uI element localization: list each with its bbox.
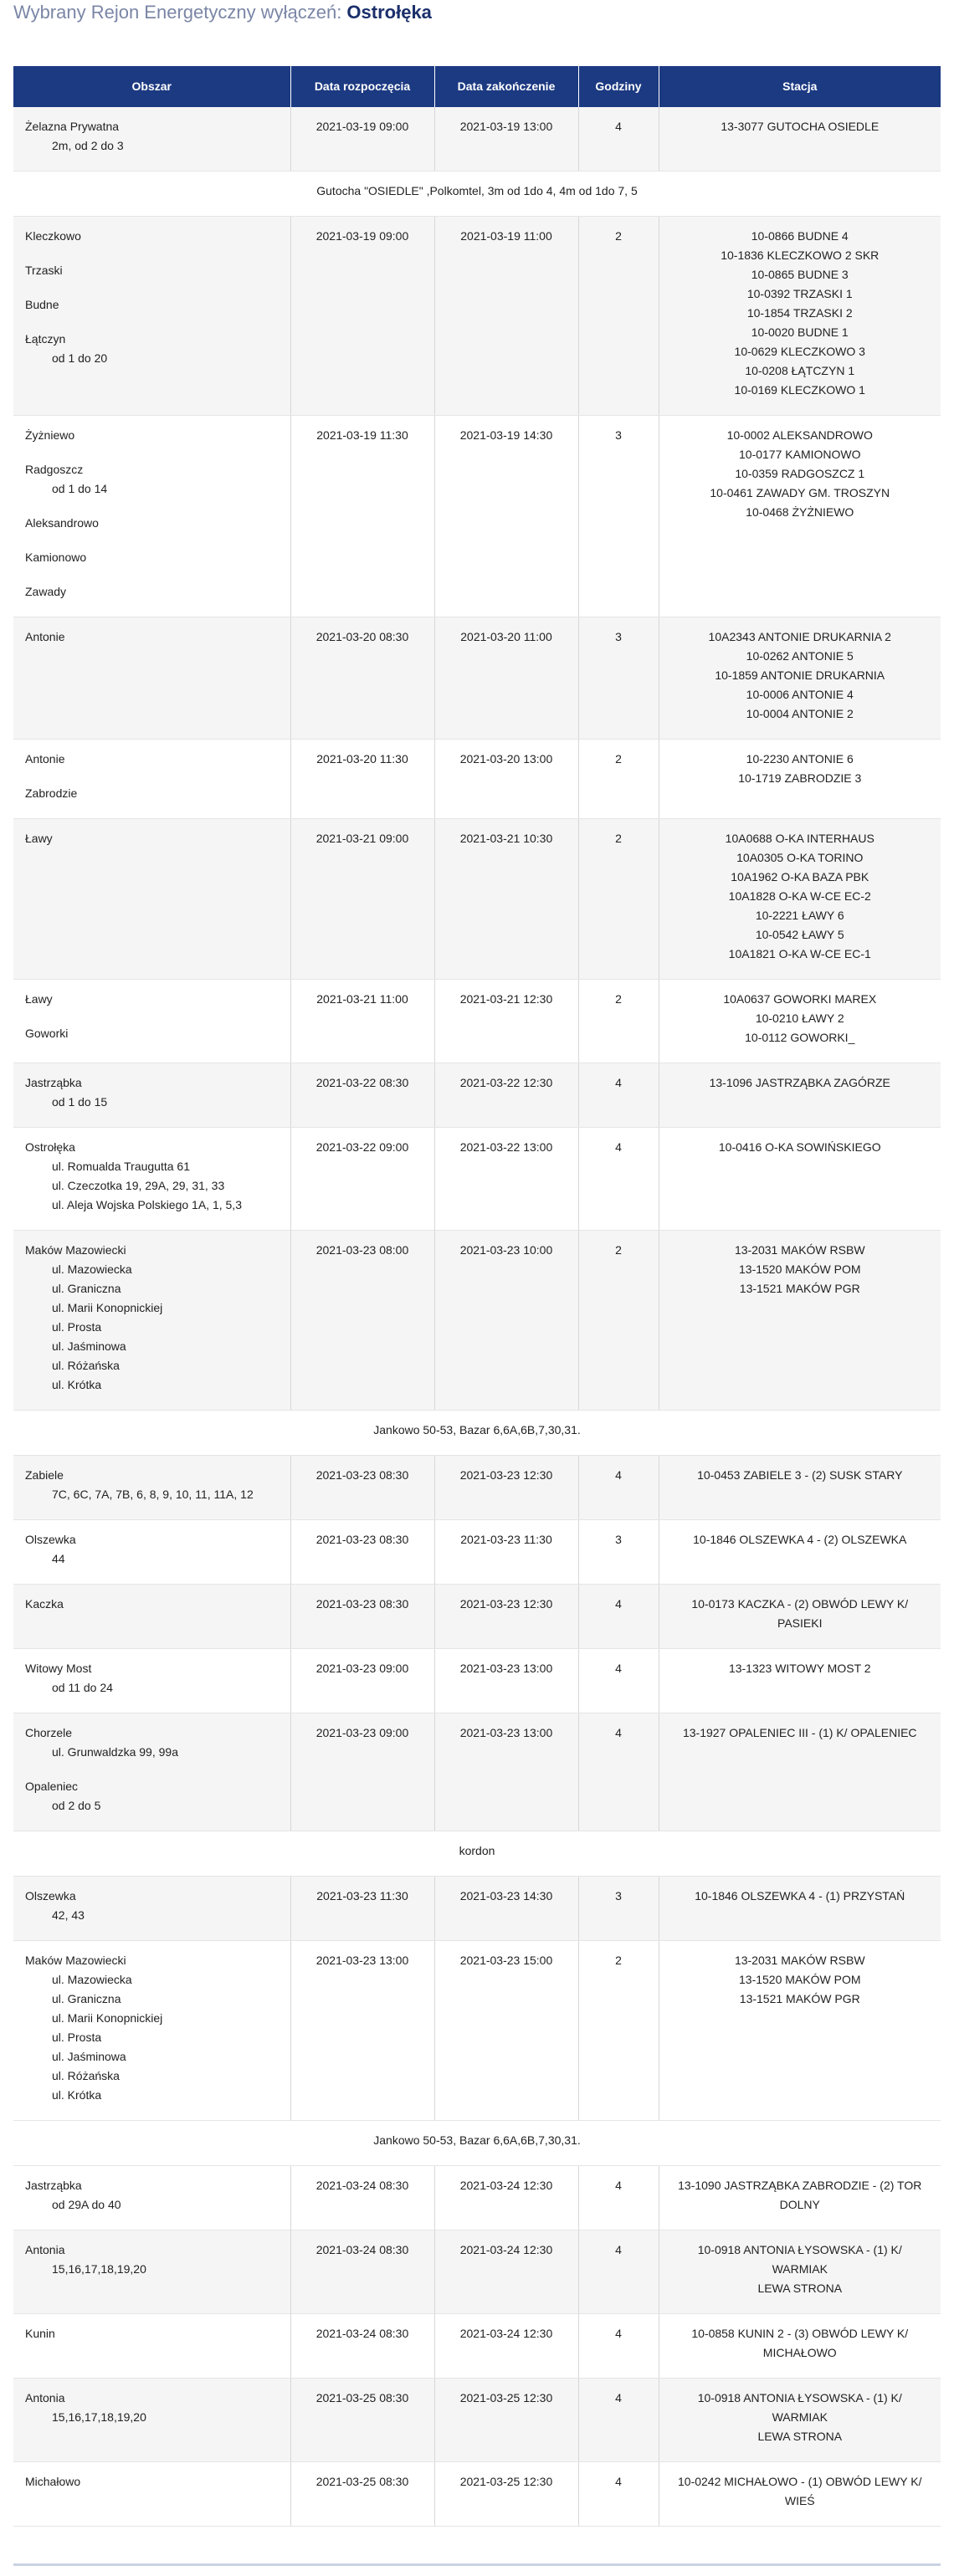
table-row <box>13 1877 941 1941</box>
area-line: ul. Prosta <box>52 1320 102 1334</box>
end-date-cell: 2021-03-25 12:30 <box>434 2462 578 2527</box>
table-row <box>13 1713 941 1831</box>
area-cell <box>13 1585 290 1649</box>
station-line: 10A1962 O-KA BAZA PBK <box>731 870 869 883</box>
area-line: ul. Krótka <box>52 2088 102 2102</box>
station-line: 10A1828 O-KA W-CE EC-2 <box>728 889 871 903</box>
area-line: Żelazna Prywatna <box>25 120 120 133</box>
station-line: 13-1521 MAKÓW PGR <box>739 1282 860 1295</box>
area-line: Goworki <box>25 1027 69 1040</box>
outage-table <box>13 66 941 2527</box>
station-line: 10-0359 RADGOSZCZ 1 <box>735 467 865 480</box>
station-line: 10-0866 BUDNE 4 <box>751 229 849 243</box>
hours-cell: 4 <box>578 2166 659 2230</box>
end-date-cell: 2021-03-23 12:30 <box>434 1456 578 1520</box>
station-line: 10-1854 TRZASKI 2 <box>746 306 853 320</box>
end-date-cell: 2021-03-21 10:30 <box>434 819 578 980</box>
area-line: ul. Mazowiecka <box>52 1973 132 1986</box>
area-line: ul. Prosta <box>52 2031 102 2044</box>
start-date-cell: 2021-03-23 09:00 <box>290 1713 434 1831</box>
start-date-cell: 2021-03-23 09:00 <box>290 1649 434 1713</box>
table-row <box>13 416 941 617</box>
station-line: 10-0392 TRZASKI 1 <box>746 287 853 300</box>
area-line: Antonie <box>25 630 65 643</box>
end-date-cell: 2021-03-19 13:00 <box>434 107 578 172</box>
station-cell <box>659 740 941 819</box>
table-row <box>13 1231 941 1411</box>
station-line: 10-0416 O-KA SOWIŃSKIEGO <box>718 1140 881 1154</box>
table-row <box>13 1520 941 1585</box>
area-line: ul. Jaśminowa <box>52 1339 126 1353</box>
area-line: Żyżniewo <box>25 428 75 442</box>
station-line: 10A0688 O-KA INTERHAUS <box>725 832 874 845</box>
start-date-cell: 2021-03-19 11:30 <box>290 416 434 617</box>
area-cell <box>13 416 290 617</box>
station-line: 13-1521 MAKÓW PGR <box>739 1992 860 2005</box>
area-line: od 29A do 40 <box>52 2198 121 2211</box>
station-cell <box>659 1456 941 1520</box>
hours-cell: 4 <box>578 107 659 172</box>
station-line: 10-0629 KLECZKOWO 3 <box>734 345 865 358</box>
table-row <box>13 819 941 980</box>
station-line: 13-1323 WITOWY MOST 2 <box>728 1662 871 1675</box>
area-cell <box>13 2379 290 2462</box>
area-line: ul. Marii Konopnickiej <box>52 1301 163 1314</box>
area-line: Jastrząbka <box>25 1076 82 1089</box>
end-date-cell: 2021-03-23 14:30 <box>434 1877 578 1941</box>
area-line: Antonia <box>25 2391 65 2404</box>
area-line: Ławy <box>25 832 53 845</box>
area-line: od 11 do 24 <box>52 1681 113 1694</box>
area-line: Maków Mazowiecki <box>25 1954 126 1967</box>
area-cell <box>13 1128 290 1231</box>
column-header-end: Data zakończenie <box>434 66 578 107</box>
station-line: 10-0006 ANTONIE 4 <box>746 688 854 701</box>
area-line: Ławy <box>25 992 53 1006</box>
station-line: 10-0858 KUNIN 2 - (3) OBWÓD LEWY K/ <box>691 2327 909 2340</box>
area-line: ul. Romualda Traugutta 61 <box>52 1160 190 1173</box>
column-header-station: Stacja <box>659 66 941 107</box>
area-line: od 2 do 5 <box>52 1799 101 1812</box>
station-line: 10-2221 ŁAWY 6 <box>755 909 844 922</box>
end-date-cell: 2021-03-20 11:00 <box>434 617 578 740</box>
area-line: Opaleniec <box>25 1780 79 1793</box>
end-date-cell: 2021-03-25 12:30 <box>434 2379 578 2462</box>
hours-cell: 2 <box>578 740 659 819</box>
station-line: 10A1821 O-KA W-CE EC-1 <box>728 947 871 960</box>
table-row <box>13 107 941 172</box>
hours-cell: 4 <box>578 1063 659 1128</box>
note-cell: kordon <box>13 1831 941 1877</box>
area-cell <box>13 2462 290 2527</box>
station-line: 10-0242 MICHAŁOWO - (1) OBWÓD LEWY K/ <box>678 2475 922 2488</box>
area-line: 2m, od 2 do 3 <box>52 139 124 152</box>
station-line: 13-1520 MAKÓW POM <box>739 1262 861 1276</box>
note-cell: Gutocha "OSIEDLE" ,Polkomtel, 3m od 1do 4, 4m od 1do 7, 5 <box>13 172 941 217</box>
station-line: 10-2230 ANTONIE 6 <box>746 752 854 766</box>
table-row <box>13 1456 941 1520</box>
station-line: 10-0461 ZAWADY GM. TROSZYN <box>710 486 890 499</box>
station-line: 13-2031 MAKÓW RSBW <box>734 1954 865 1967</box>
area-cell <box>13 1649 290 1713</box>
table-row <box>13 1585 941 1649</box>
column-header-area: Obszar <box>13 66 290 107</box>
station-line: 13-2031 MAKÓW RSBW <box>734 1243 865 1257</box>
station-cell <box>659 2462 941 2527</box>
start-date-cell: 2021-03-21 09:00 <box>290 819 434 980</box>
note-row <box>13 2121 941 2166</box>
station-line: 10-0468 ŻYŻNIEWO <box>746 505 854 519</box>
area-line: od 1 do 15 <box>52 1095 108 1109</box>
hours-cell: 2 <box>578 980 659 1063</box>
area-cell <box>13 1877 290 1941</box>
end-date-cell: 2021-03-19 14:30 <box>434 416 578 617</box>
table-row <box>13 2379 941 2462</box>
area-cell <box>13 740 290 819</box>
table-row <box>13 740 941 819</box>
area-cell <box>13 980 290 1063</box>
hours-cell: 4 <box>578 1713 659 1831</box>
station-line: 13-1520 MAKÓW POM <box>739 1973 861 1986</box>
station-cell <box>659 1231 941 1411</box>
area-line: Ostrołęka <box>25 1140 75 1154</box>
area-cell <box>13 819 290 980</box>
area-line: Witowy Most <box>25 1662 92 1675</box>
station-line: 10-0262 ANTONIE 5 <box>746 649 854 663</box>
area-line: Antonia <box>25 2243 65 2256</box>
area-line: Łątczyn <box>25 332 66 346</box>
station-cell <box>659 416 941 617</box>
table-row <box>13 1941 941 2121</box>
station-cell <box>659 819 941 980</box>
start-date-cell: 2021-03-23 11:30 <box>290 1877 434 1941</box>
station-line: 10A0637 GOWORKI MAREX <box>723 992 877 1006</box>
start-date-cell: 2021-03-19 09:00 <box>290 107 434 172</box>
page-title <box>0 0 954 40</box>
station-cell <box>659 1063 941 1128</box>
start-date-cell: 2021-03-20 11:30 <box>290 740 434 819</box>
station-line: 10-0865 BUDNE 3 <box>751 268 849 281</box>
column-header-hours: Godziny <box>578 66 659 107</box>
end-date-cell: 2021-03-24 12:30 <box>434 2230 578 2314</box>
hours-cell: 4 <box>578 1649 659 1713</box>
station-line: LEWA STRONA <box>757 2430 843 2443</box>
area-line: 44 <box>52 1552 65 1565</box>
table-row <box>13 2314 941 2379</box>
hours-cell: 4 <box>578 2314 659 2379</box>
area-cell <box>13 1520 290 1585</box>
area-cell <box>13 217 290 416</box>
hours-cell: 4 <box>578 1456 659 1520</box>
station-cell <box>659 980 941 1063</box>
area-cell <box>13 2166 290 2230</box>
area-line: Michałowo <box>25 2475 81 2488</box>
table-bottom-border <box>13 2563 941 2566</box>
end-date-cell: 2021-03-23 11:30 <box>434 1520 578 1585</box>
station-line: DOLNY <box>779 2198 820 2211</box>
end-date-cell: 2021-03-22 13:00 <box>434 1128 578 1231</box>
station-line: MICHAŁOWO <box>762 2346 837 2359</box>
start-date-cell: 2021-03-19 09:00 <box>290 217 434 416</box>
hours-cell: 2 <box>578 819 659 980</box>
station-cell <box>659 617 941 740</box>
end-date-cell: 2021-03-23 13:00 <box>434 1713 578 1831</box>
area-line: Chorzele <box>25 1726 73 1739</box>
station-line: 13-3077 GUTOCHA OSIEDLE <box>721 120 880 133</box>
note-row <box>13 1411 941 1456</box>
station-line: 10-0208 ŁĄTCZYN 1 <box>745 364 855 377</box>
end-date-cell: 2021-03-22 12:30 <box>434 1063 578 1128</box>
area-line: Zabiele <box>25 1468 64 1482</box>
table-row <box>13 2166 941 2230</box>
start-date-cell: 2021-03-23 08:30 <box>290 1456 434 1520</box>
area-line: ul. Graniczna <box>52 1992 121 2005</box>
hours-cell: 3 <box>578 1520 659 1585</box>
station-line: 10-0918 ANTONIA ŁYSOWSKA - (1) K/ WARMIAK <box>697 2243 902 2276</box>
table-row <box>13 980 941 1063</box>
area-line: ul. Aleja Wojska Polskiego 1A, 1, 5,3 <box>52 1198 242 1211</box>
table-row <box>13 2230 941 2314</box>
table-row <box>13 1128 941 1231</box>
area-line: ul. Różańska <box>52 2069 120 2082</box>
area-line: Budne <box>25 298 59 311</box>
area-cell <box>13 617 290 740</box>
station-line: 10A0305 O-KA TORINO <box>736 851 864 864</box>
hours-cell: 4 <box>578 2462 659 2527</box>
area-line: Kamionowo <box>25 551 87 564</box>
table-row <box>13 1063 941 1128</box>
station-line: 10-1859 ANTONIE DRUKARNIA <box>715 668 885 682</box>
station-line: 10-1719 ZABRODZIE 3 <box>738 771 862 785</box>
station-cell <box>659 2314 941 2379</box>
end-date-cell: 2021-03-21 12:30 <box>434 980 578 1063</box>
hours-cell: 3 <box>578 617 659 740</box>
table-row <box>13 1649 941 1713</box>
area-line: Aleksandrowo <box>25 516 99 530</box>
station-cell <box>659 1128 941 1231</box>
area-line: Zawady <box>25 585 67 598</box>
station-cell <box>659 1941 941 2121</box>
note-row <box>13 172 941 217</box>
station-line: 13-1096 JASTRZĄBKA ZAGÓRZE <box>709 1076 890 1089</box>
area-cell <box>13 1231 290 1411</box>
area-cell <box>13 1941 290 2121</box>
table-row <box>13 217 941 416</box>
column-header-start: Data rozpoczęcia <box>290 66 434 107</box>
station-cell <box>659 2379 941 2462</box>
area-line: Trzaski <box>25 264 63 277</box>
note-cell: Jankowo 50-53, Bazar 6,6A,6B,7,30,31. <box>13 2121 941 2166</box>
start-date-cell: 2021-03-25 08:30 <box>290 2462 434 2527</box>
station-cell <box>659 1520 941 1585</box>
area-cell <box>13 2314 290 2379</box>
area-cell <box>13 1063 290 1128</box>
area-line: od 1 do 14 <box>52 482 108 495</box>
area-line: ul. Mazowiecka <box>52 1262 132 1276</box>
area-cell <box>13 107 290 172</box>
hours-cell: 3 <box>578 416 659 617</box>
station-cell <box>659 1649 941 1713</box>
area-line: ul. Jaśminowa <box>52 2050 126 2063</box>
station-line: 10-0210 ŁAWY 2 <box>755 1011 844 1025</box>
station-cell <box>659 1585 941 1649</box>
area-line: Kunin <box>25 2327 55 2340</box>
station-line: 10-0169 KLECZKOWO 1 <box>734 383 865 397</box>
area-line: ul. Krótka <box>52 1378 102 1391</box>
end-date-cell: 2021-03-24 12:30 <box>434 2166 578 2230</box>
station-line: 10-0112 GOWORKI_ <box>745 1031 855 1044</box>
station-cell <box>659 1713 941 1831</box>
area-cell <box>13 2230 290 2314</box>
end-date-cell: 2021-03-23 15:00 <box>434 1941 578 2121</box>
start-date-cell: 2021-03-23 08:30 <box>290 1520 434 1585</box>
start-date-cell: 2021-03-20 08:30 <box>290 617 434 740</box>
area-line: ul. Różańska <box>52 1359 120 1372</box>
station-line: 10-0173 KACZKA - (2) OBWÓD LEWY K/ PASIEKI <box>691 1597 909 1630</box>
area-line: Radgoszcz <box>25 463 84 476</box>
area-line: Maków Mazowiecki <box>25 1243 126 1257</box>
station-line: 10-0020 BUDNE 1 <box>751 325 849 339</box>
station-cell <box>659 2166 941 2230</box>
station-line: 13-1927 OPALENIEC III - (1) K/ OPALENIEC <box>682 1726 917 1739</box>
hours-cell: 2 <box>578 1941 659 2121</box>
area-line: Olszewka <box>25 1889 76 1903</box>
station-cell <box>659 1877 941 1941</box>
area-line: Antonie <box>25 752 65 766</box>
station-line: WIEŚ <box>784 2494 815 2507</box>
area-line: Olszewka <box>25 1533 76 1546</box>
note-row <box>13 1831 941 1877</box>
area-line: od 1 do 20 <box>52 351 108 365</box>
hours-cell: 4 <box>578 1128 659 1231</box>
area-line: ul. Graniczna <box>52 1282 121 1295</box>
note-cell: Jankowo 50-53, Bazar 6,6A,6B,7,30,31. <box>13 1411 941 1456</box>
region-name: Ostrołęka <box>346 2 432 23</box>
station-line: 10-0918 ANTONIA ŁYSOWSKA - (1) K/ WARMIAK <box>697 2391 902 2424</box>
start-date-cell: 2021-03-24 08:30 <box>290 2230 434 2314</box>
start-date-cell: 2021-03-24 08:30 <box>290 2166 434 2230</box>
hours-cell: 2 <box>578 217 659 416</box>
area-line: Kleczkowo <box>25 229 81 243</box>
hours-cell: 2 <box>578 1231 659 1411</box>
station-line: 10-0177 KAMIONOWO <box>739 448 861 461</box>
end-date-cell: 2021-03-19 11:00 <box>434 217 578 416</box>
station-line: LEWA STRONA <box>757 2282 843 2295</box>
station-line: 13-1090 JASTRZĄBKA ZABRODZIE - (2) TOR <box>678 2179 922 2192</box>
area-cell <box>13 1456 290 1520</box>
start-date-cell: 2021-03-25 08:30 <box>290 2379 434 2462</box>
station-line: 10-1846 OLSZEWKA 4 - (1) PRZYSTAŃ <box>695 1889 905 1903</box>
area-line: 15,16,17,18,19,20 <box>52 2262 146 2276</box>
area-line: 42, 43 <box>52 1908 85 1922</box>
area-cell <box>13 1713 290 1831</box>
station-line: 10-0542 ŁAWY 5 <box>755 928 844 941</box>
start-date-cell: 2021-03-22 09:00 <box>290 1128 434 1231</box>
start-date-cell: 2021-03-23 13:00 <box>290 1941 434 2121</box>
station-cell <box>659 217 941 416</box>
area-line: 7C, 6C, 7A, 7B, 6, 8, 9, 10, 11, 11A, 12 <box>52 1488 254 1501</box>
station-line: 10-1846 OLSZEWKA 4 - (2) OLSZEWKA <box>693 1533 907 1546</box>
page-title-prefix: Wybrany Rejon Energetyczny wyłączeń: <box>13 2 347 23</box>
end-date-cell: 2021-03-23 12:30 <box>434 1585 578 1649</box>
start-date-cell: 2021-03-23 08:30 <box>290 1585 434 1649</box>
station-line: 10-0002 ALEKSANDROWO <box>726 428 873 442</box>
area-line: Jastrząbka <box>25 2179 82 2192</box>
area-line: ul. Grunwaldzka 99, 99a <box>52 1745 178 1759</box>
table-header-row <box>13 66 941 107</box>
station-line: 10-0004 ANTONIE 2 <box>746 707 854 720</box>
end-date-cell: 2021-03-24 12:30 <box>434 2314 578 2379</box>
start-date-cell: 2021-03-23 08:00 <box>290 1231 434 1411</box>
station-line: 10-0453 ZABIELE 3 - (2) SUSK STARY <box>697 1468 903 1482</box>
table-row <box>13 2462 941 2527</box>
table-row <box>13 617 941 740</box>
hours-cell: 4 <box>578 2230 659 2314</box>
table-header <box>13 66 941 107</box>
station-line: 10-1836 KLECZKOWO 2 SKR <box>721 248 880 262</box>
station-cell <box>659 107 941 172</box>
area-line: ul. Czeczotka 19, 29A, 29, 31, 33 <box>52 1179 225 1192</box>
hours-cell: 4 <box>578 1585 659 1649</box>
area-line: Zabrodzie <box>25 786 78 800</box>
area-line: ul. Marii Konopnickiej <box>52 2011 163 2025</box>
area-line: 15,16,17,18,19,20 <box>52 2410 146 2424</box>
station-line: 10A2343 ANTONIE DRUKARNIA 2 <box>708 630 891 643</box>
start-date-cell: 2021-03-22 08:30 <box>290 1063 434 1128</box>
start-date-cell: 2021-03-21 11:00 <box>290 980 434 1063</box>
hours-cell: 4 <box>578 2379 659 2462</box>
end-date-cell: 2021-03-23 10:00 <box>434 1231 578 1411</box>
end-date-cell: 2021-03-23 13:00 <box>434 1649 578 1713</box>
station-cell <box>659 2230 941 2314</box>
start-date-cell: 2021-03-24 08:30 <box>290 2314 434 2379</box>
end-date-cell: 2021-03-20 13:00 <box>434 740 578 819</box>
hours-cell: 3 <box>578 1877 659 1941</box>
table-body <box>13 107 941 2527</box>
area-line: Kaczka <box>25 1597 64 1611</box>
